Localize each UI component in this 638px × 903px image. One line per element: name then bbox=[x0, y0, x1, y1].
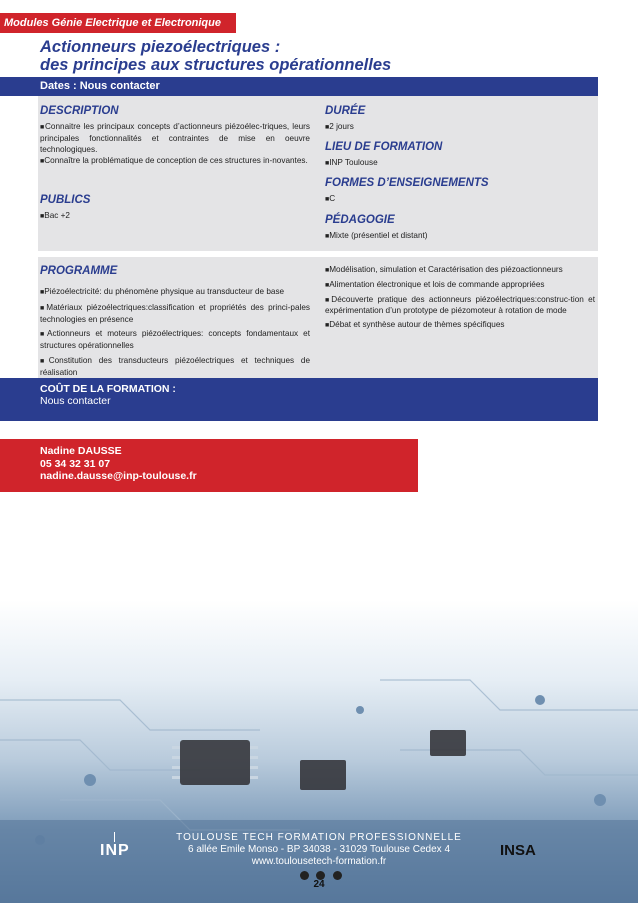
cost-bar bbox=[0, 378, 598, 421]
footer-address: 6 allée Emile Monso - BP 34038 - 31029 Toulouse Cedex 4 bbox=[187, 844, 451, 855]
publics-item: ■ Bac +2 bbox=[40, 211, 310, 223]
contact-email[interactable]: nadine.dausse@inp-toulouse.fr bbox=[40, 470, 197, 482]
duree-heading: DURÉE bbox=[325, 105, 366, 117]
course-title-line1: Actionneurs piezoélectriques : bbox=[40, 38, 281, 56]
contact-phone: 05 34 32 31 07 bbox=[40, 457, 111, 470]
programme-item: ■ Constitution des transducteurs piézoélectriques et techniques de réalisation bbox=[40, 356, 310, 379]
dates-bar: Dates : Nous contacter bbox=[0, 77, 598, 96]
formes-item: ■ C bbox=[325, 194, 595, 206]
contact-name: Nadine DAUSSE bbox=[40, 445, 122, 457]
footer-text bbox=[0, 832, 638, 868]
contact-box bbox=[0, 439, 418, 492]
duree-section bbox=[325, 104, 595, 135]
pedagogie-item: ■ Mixte (présentiel et distant) bbox=[325, 231, 595, 243]
publics-section bbox=[40, 193, 310, 224]
page-number: 24 bbox=[313, 879, 325, 890]
cost-heading: COÛT DE LA FORMATION : bbox=[40, 383, 176, 395]
formes-section bbox=[325, 176, 595, 207]
programme-item: ■ Débat et synthèse autour de thèmes spécifiques bbox=[325, 320, 595, 332]
programme-right-column bbox=[325, 265, 595, 333]
programme-item: ■ Matériaux piézoélectriques:classification et propriétés des princi-pales technologies en présence bbox=[40, 303, 310, 326]
programme-section bbox=[40, 264, 310, 380]
footer-website[interactable]: www.toulousetech-formation.fr bbox=[251, 856, 387, 867]
programme-item: ■ Piézoélectricité: du phénomène physique au transducteur de base bbox=[40, 287, 310, 299]
description-section bbox=[40, 104, 310, 169]
duree-item: ■ 2 jours bbox=[325, 122, 595, 134]
pedagogie-section bbox=[325, 213, 595, 244]
programme-item: ■ Découverte pratique des actionneurs piézoélectriques:construc-tion et expérimentation d’un prototype de piézomoteur à rotation de mode bbox=[325, 295, 595, 318]
programme-item: ■ Actionneurs et moteurs piézoélectriques: concepts fondamentaux et structures opérationnelles bbox=[40, 329, 310, 352]
programme-item: ■ Alimentation électronique et lois de commande appropriées bbox=[325, 280, 595, 292]
lieu-heading: LIEU DE FORMATION bbox=[325, 141, 443, 153]
pedagogie-heading: PÉDAGOGIE bbox=[325, 214, 395, 226]
lieu-section bbox=[325, 140, 595, 171]
programme-item: ■ Modélisation, simulation et Caractérisation des piézoactionneurs bbox=[325, 265, 595, 277]
cost-value: Nous contacter bbox=[40, 395, 111, 407]
description-item: ■ Connaître la problématique de conception de ces structures in-novantes. bbox=[40, 156, 310, 168]
formes-heading: FORMES D’ENSEIGNEMENTS bbox=[325, 177, 489, 189]
module-category-tab: Modules Génie Electrique et Electronique bbox=[0, 13, 236, 33]
inp-logo: INP bbox=[100, 842, 130, 860]
publics-heading: PUBLICS bbox=[40, 194, 91, 206]
course-title bbox=[40, 38, 600, 74]
programme-heading: PROGRAMME bbox=[40, 265, 118, 277]
lieu-item: ■ INP Toulouse bbox=[325, 158, 595, 170]
description-heading: DESCRIPTION bbox=[40, 105, 119, 117]
insa-logo: INSA bbox=[500, 842, 536, 859]
course-title-line2: des principes aux structures opérationnelles bbox=[40, 56, 392, 74]
description-item: ■ Connaitre les principaux concepts d’actionneurs piézoélec-triques, leurs principales fonctionnalités et contraintes de mise en oeuvre technologiques. bbox=[40, 122, 310, 155]
footer-org: TOULOUSE TECH FORMATION PROFESSIONNELLE bbox=[176, 832, 462, 843]
